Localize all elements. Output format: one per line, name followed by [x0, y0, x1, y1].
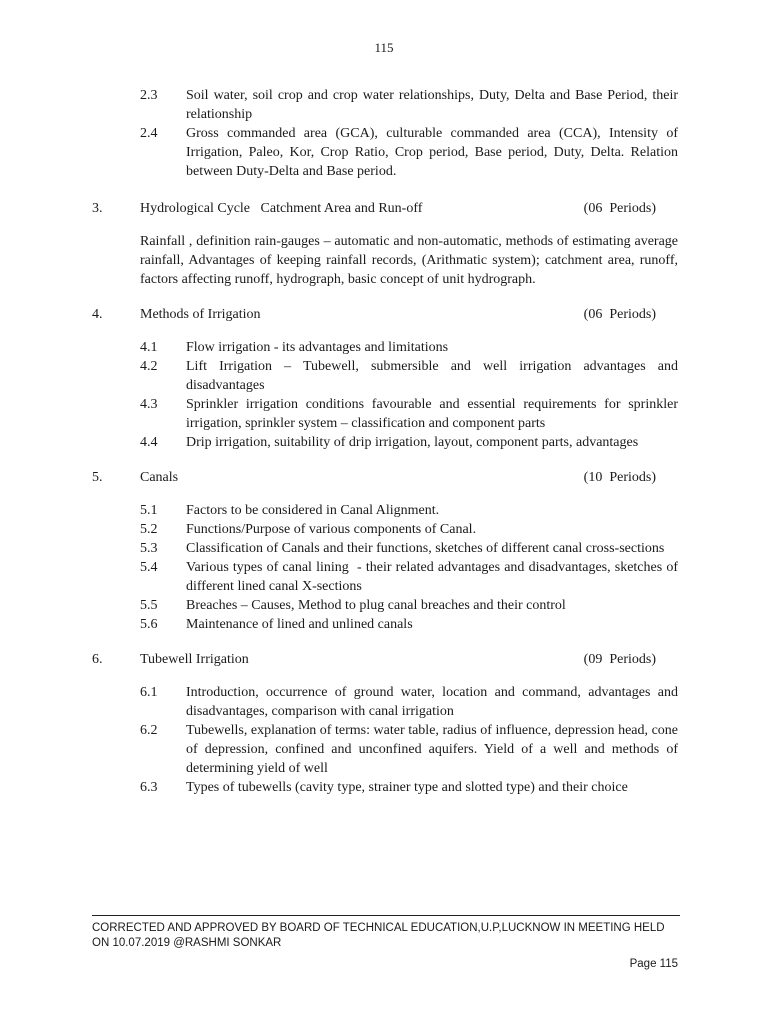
list-item: [92, 615, 678, 634]
item-text: Tubewells, explanation of terms: water table, radius of influence, depression head, cone of depression, confined and unconfined aquifers. Yield of a well and methods of determining yield of well: [186, 723, 678, 776]
item-text: Breaches – Causes, Method to plug canal breaches and their control: [186, 598, 566, 613]
item-text: Soil water, soil crop and crop water relationships, Duty, Delta and Base Period, their relationship: [186, 88, 678, 122]
section-number: 4.: [92, 307, 103, 322]
list-item: [92, 501, 678, 520]
page-footer: [92, 915, 680, 972]
section-periods: (06 Periods): [583, 307, 656, 322]
item-number: 2.4: [140, 126, 158, 141]
section-title: Tubewell Irrigation: [140, 652, 249, 667]
item-text: Maintenance of lined and unlined canals: [186, 617, 413, 632]
section-heading: [92, 468, 678, 487]
list-item: [92, 338, 678, 357]
item-number: 5.3: [140, 541, 158, 556]
section-periods: (06 Periods): [583, 201, 656, 216]
list-item: [92, 683, 678, 721]
item-text: Flow irrigation - its advantages and limitations: [186, 340, 449, 355]
list-item: [92, 86, 678, 124]
section-3: [92, 199, 678, 289]
item-text: Functions/Purpose of various components of Canal.: [186, 522, 477, 537]
section-title: Methods of Irrigation: [140, 307, 261, 322]
section-heading: [92, 650, 678, 669]
document-body: [92, 86, 682, 797]
list-item: [92, 520, 678, 539]
item-number: 2.3: [140, 88, 158, 103]
section-periods: (09 Periods): [583, 652, 656, 667]
page-number-top: 115: [374, 40, 394, 55]
approval-note: CORRECTED AND APPROVED BY BOARD OF TECHNICAL EDUCATION,U.P,LUCKNOW IN MEETING HELD ON 10.07.2019 @RASHMI SONKAR: [92, 922, 665, 949]
item-number: 5.4: [140, 560, 158, 575]
list-item: [92, 558, 682, 596]
section-number: 3.: [92, 201, 103, 216]
section-heading: [92, 305, 678, 324]
section-5: [92, 468, 682, 634]
item-text: Introduction, occurrence of ground water, location and command, advantages and disadvantages, comparison with canal irrigation: [186, 685, 678, 719]
section-4: [92, 305, 678, 452]
item-number: 6.1: [140, 685, 158, 700]
item-number: 4.1: [140, 340, 158, 355]
item-number: 4.4: [140, 435, 158, 450]
footer-page-label: Page 115: [629, 958, 678, 970]
section-items: [92, 338, 678, 452]
section-number: 6.: [92, 652, 103, 667]
list-item: [92, 124, 678, 181]
list-item: [92, 539, 678, 558]
list-item: [92, 778, 678, 797]
item-number: 5.1: [140, 503, 158, 518]
item-text: Gross commanded area (GCA), culturable commanded area (CCA), Intensity of Irrigation, Paleo, Kor, Crop Ratio, Crop period, Base period, Duty, Delta. Relation between Duty-Delta and Base period.: [186, 126, 678, 179]
section-periods: (10 Periods): [583, 470, 656, 485]
intro-items: [92, 86, 678, 181]
list-item: [92, 395, 678, 433]
section-number: 5.: [92, 470, 103, 485]
item-number: 6.2: [140, 723, 158, 738]
list-item: [92, 596, 678, 615]
item-text: Drip irrigation, suitability of drip irrigation, layout, component parts, advantages: [186, 435, 639, 450]
item-text: Classification of Canals and their functions, sketches of different canal cross-sections: [186, 541, 665, 556]
section-title: Canals: [140, 470, 179, 485]
item-number: 4.3: [140, 397, 158, 412]
item-text: Various types of canal lining - their related advantages and disadvantages, sketches of different lined canal X-sections: [186, 560, 682, 594]
item-text: Lift Irrigation – Tubewell, submersible and well irrigation advantages and disadvantages: [186, 359, 678, 393]
section-heading: [92, 199, 678, 218]
item-number: 6.3: [140, 780, 158, 795]
item-number: 4.2: [140, 359, 158, 374]
item-text: Factors to be considered in Canal Alignment.: [186, 503, 440, 518]
list-item: [92, 721, 678, 778]
section-6: [92, 650, 678, 797]
section-title: Hydrological Cycle Catchment Area and Run-off: [140, 201, 423, 216]
section-items: [92, 501, 682, 634]
list-item: [92, 357, 678, 395]
item-number: 5.6: [140, 617, 158, 632]
list-item: [92, 433, 678, 452]
item-text: Sprinkler irrigation conditions favourable and essential requirements for sprinkler irrigation, sprinkler system – classification and component parts: [186, 397, 678, 431]
section-items: [92, 683, 678, 797]
item-number: 5.2: [140, 522, 158, 537]
item-text: Types of tubewells (cavity type, strainer type and slotted type) and their choice: [186, 780, 628, 795]
item-number: 5.5: [140, 598, 158, 613]
section-paragraph: Rainfall , definition rain-gauges – automatic and non-automatic, methods of estimating average rainfall, Advantages of keeping rainfall records, (Arithmatic system); catchment area, runoff, factors affecting runoff, hydrograph, basic concept of unit hydrograph.: [140, 234, 678, 287]
